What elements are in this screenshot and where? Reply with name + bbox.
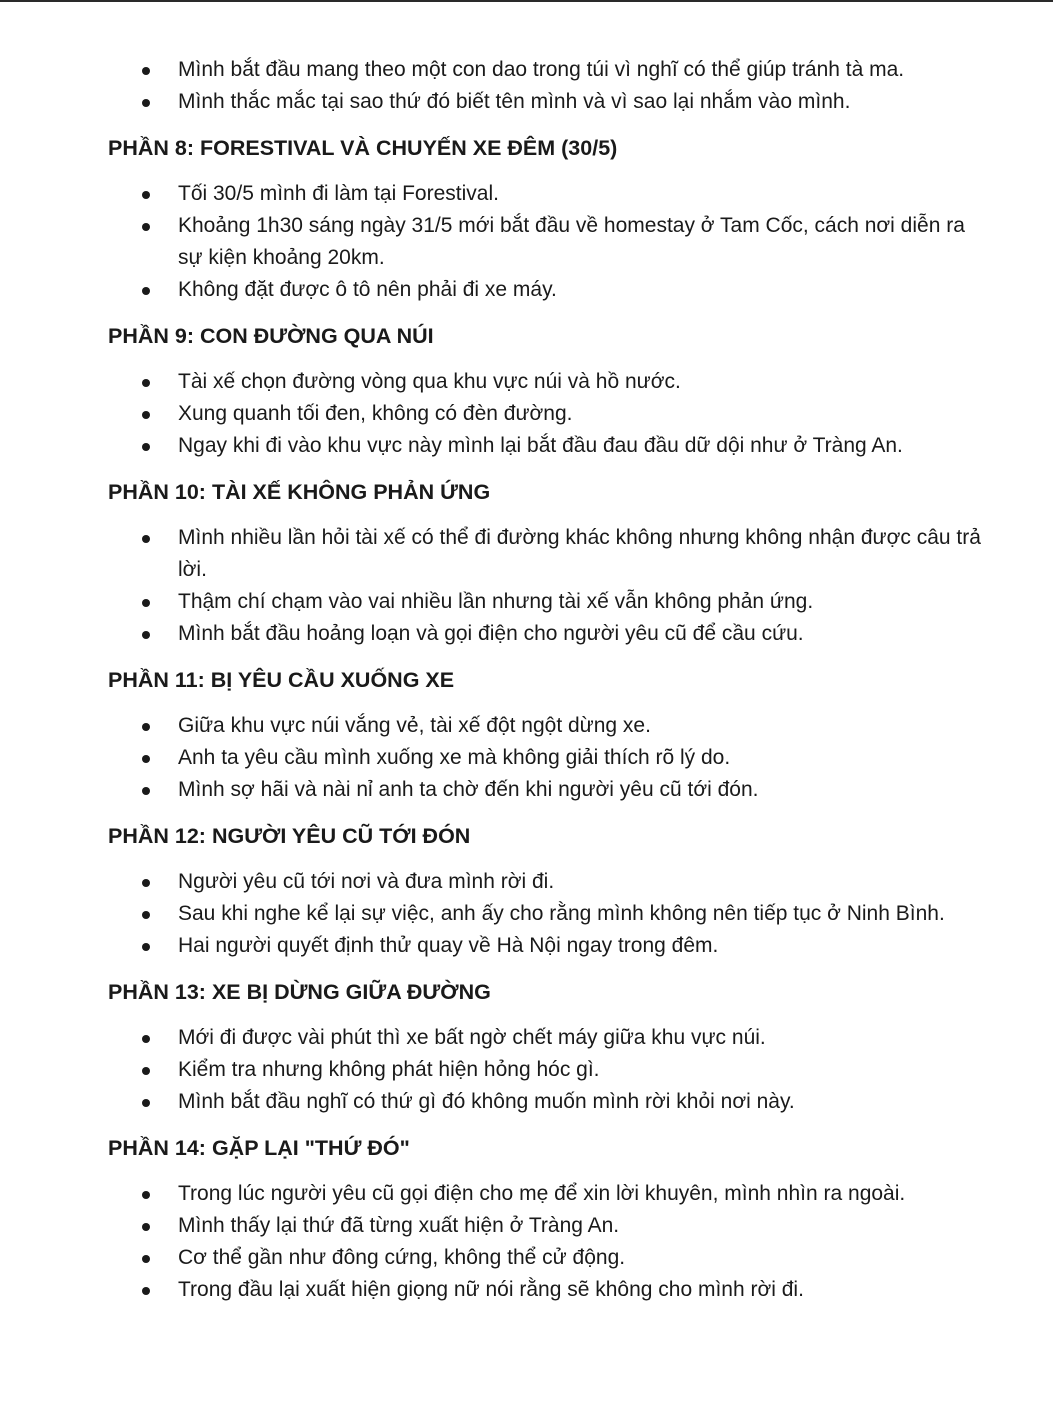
bullet-icon [142, 631, 150, 639]
bullet-icon [142, 1255, 150, 1263]
list-item-text: Tối 30/5 mình đi làm tại Forestival. [178, 182, 499, 205]
list-item-text: Thậm chí chạm vào vai nhiều lần nhưng tài xế vẫn không phản ứng. [178, 590, 814, 613]
list-item [0, 1178, 1053, 1210]
list-item [0, 586, 1053, 618]
list-item-text: Kiểm tra nhưng không phát hiện hỏng hóc gì. [178, 1058, 600, 1081]
section-list [0, 1178, 1053, 1306]
section-list [0, 1022, 1053, 1118]
list-item-text: Ngay khi đi vào khu vực này mình lại bắt đầu đau đầu dữ dội như ở Tràng An. [178, 434, 903, 457]
list-item-text: Khoảng 1h30 sáng ngày 31/5 mới bắt đầu về homestay ở Tam Cốc, cách nơi diễn ra sự kiện khoảng 20km. [178, 214, 965, 269]
list-item [0, 210, 1053, 274]
bullet-icon [142, 67, 150, 75]
list-item-text: Mình bắt đầu hoảng loạn và gọi điện cho người yêu cũ để cầu cứu. [178, 622, 804, 645]
list-item [0, 274, 1053, 306]
list-item-text: Trong lúc người yêu cũ gọi điện cho mẹ để xin lời khuyên, mình nhìn ra ngoài. [178, 1182, 906, 1205]
bullet-icon [142, 599, 150, 607]
list-item-text: Không đặt được ô tô nên phải đi xe máy. [178, 278, 557, 301]
list-item [0, 54, 1053, 86]
section-list [0, 178, 1053, 306]
list-item-text: Cơ thể gần như đông cứng, không thể cử động. [178, 1246, 626, 1269]
section-list [0, 710, 1053, 806]
bullet-icon [142, 1035, 150, 1043]
bullet-icon [142, 287, 150, 295]
list-item-text: Mình bắt đầu nghĩ có thứ gì đó không muốn mình rời khỏi nơi này. [178, 1090, 795, 1113]
bullet-icon [142, 911, 150, 919]
bullet-icon [142, 411, 150, 419]
list-item [0, 866, 1053, 898]
bullet-icon [142, 223, 150, 231]
list-item [0, 86, 1053, 118]
section-heading: PHẦN 14: GẶP LẠI "THỨ ĐÓ" [108, 1136, 410, 1160]
list-item [0, 366, 1053, 398]
bullet-icon [142, 879, 150, 887]
list-item [0, 618, 1053, 650]
list-item [0, 522, 1053, 586]
bullet-icon [142, 1287, 150, 1295]
bullet-icon [142, 943, 150, 951]
list-item-text: Mình sợ hãi và nài nỉ anh ta chờ đến khi người yêu cũ tới đón. [178, 778, 759, 801]
list-item-text: Sau khi nghe kể lại sự việc, anh ấy cho rằng mình không nên tiếp tục ở Ninh Bình. [178, 902, 945, 925]
bullet-icon [142, 1099, 150, 1107]
bullet-icon [142, 99, 150, 107]
intro-list [0, 54, 1053, 118]
bullet-icon [142, 379, 150, 387]
list-item-text: Giữa khu vực núi vắng vẻ, tài xế đột ngột dừng xe. [178, 714, 651, 737]
list-item [0, 930, 1053, 962]
section-list [0, 522, 1053, 650]
section-heading: PHẦN 11: BỊ YÊU CẦU XUỐNG XE [108, 668, 455, 692]
list-item [0, 1086, 1053, 1118]
list-item-text: Trong đầu lại xuất hiện giọng nữ nói rằng sẽ không cho mình rời đi. [178, 1278, 804, 1301]
bullet-icon [142, 787, 150, 795]
list-item-text: Người yêu cũ tới nơi và đưa mình rời đi. [178, 870, 555, 893]
list-item [0, 430, 1053, 462]
bullet-icon [142, 1067, 150, 1075]
list-item-text: Hai người quyết định thử quay về Hà Nội ngay trong đêm. [178, 934, 719, 957]
list-item-text: Mình thấy lại thứ đã từng xuất hiện ở Tràng An. [178, 1214, 620, 1237]
bullet-icon [142, 1223, 150, 1231]
bullet-icon [142, 1191, 150, 1199]
list-item [0, 1242, 1053, 1274]
list-item-text: Mình nhiều lần hỏi tài xế có thể đi đường khác không nhưng không nhận được câu trả lời. [178, 526, 981, 581]
top-border-line [0, 0, 1053, 2]
section-heading: PHẦN 10: TÀI XẾ KHÔNG PHẢN ỨNG [108, 480, 491, 504]
list-item-text: Anh ta yêu cầu mình xuống xe mà không giải thích rõ lý do. [178, 746, 731, 769]
list-item [0, 898, 1053, 930]
list-item [0, 1210, 1053, 1242]
list-item-text: Mình thắc mắc tại sao thứ đó biết tên mình và vì sao lại nhắm vào mình. [178, 90, 851, 113]
list-item-text: Xung quanh tối đen, không có đèn đường. [178, 402, 573, 425]
list-item [0, 178, 1053, 210]
bullet-icon [142, 535, 150, 543]
list-item [0, 774, 1053, 806]
list-item [0, 1274, 1053, 1306]
bullet-icon [142, 443, 150, 451]
section-list [0, 866, 1053, 962]
document-page [0, 54, 1053, 1306]
list-item-text: Mới đi được vài phút thì xe bất ngờ chết máy giữa khu vực núi. [178, 1026, 766, 1049]
section-heading: PHẦN 9: CON ĐƯỜNG QUA NÚI [108, 324, 434, 348]
section-heading: PHẦN 13: XE BỊ DỪNG GIỮA ĐƯỜNG [108, 980, 491, 1004]
section-heading: PHẦN 12: NGƯỜI YÊU CŨ TỚI ĐÓN [108, 824, 471, 848]
bullet-icon [142, 755, 150, 763]
list-item [0, 1022, 1053, 1054]
section-heading: PHẦN 8: FORESTIVAL VÀ CHUYẾN XE ĐÊM (30/5) [108, 136, 618, 160]
list-item [0, 742, 1053, 774]
list-item-text: Tài xế chọn đường vòng qua khu vực núi và hồ nước. [178, 370, 681, 393]
bullet-icon [142, 191, 150, 199]
list-item [0, 1054, 1053, 1086]
list-item [0, 398, 1053, 430]
list-item-text: Mình bắt đầu mang theo một con dao trong túi vì nghĩ có thể giúp tránh tà ma. [178, 58, 905, 81]
bullet-icon [142, 723, 150, 731]
list-item [0, 710, 1053, 742]
section-list [0, 366, 1053, 462]
